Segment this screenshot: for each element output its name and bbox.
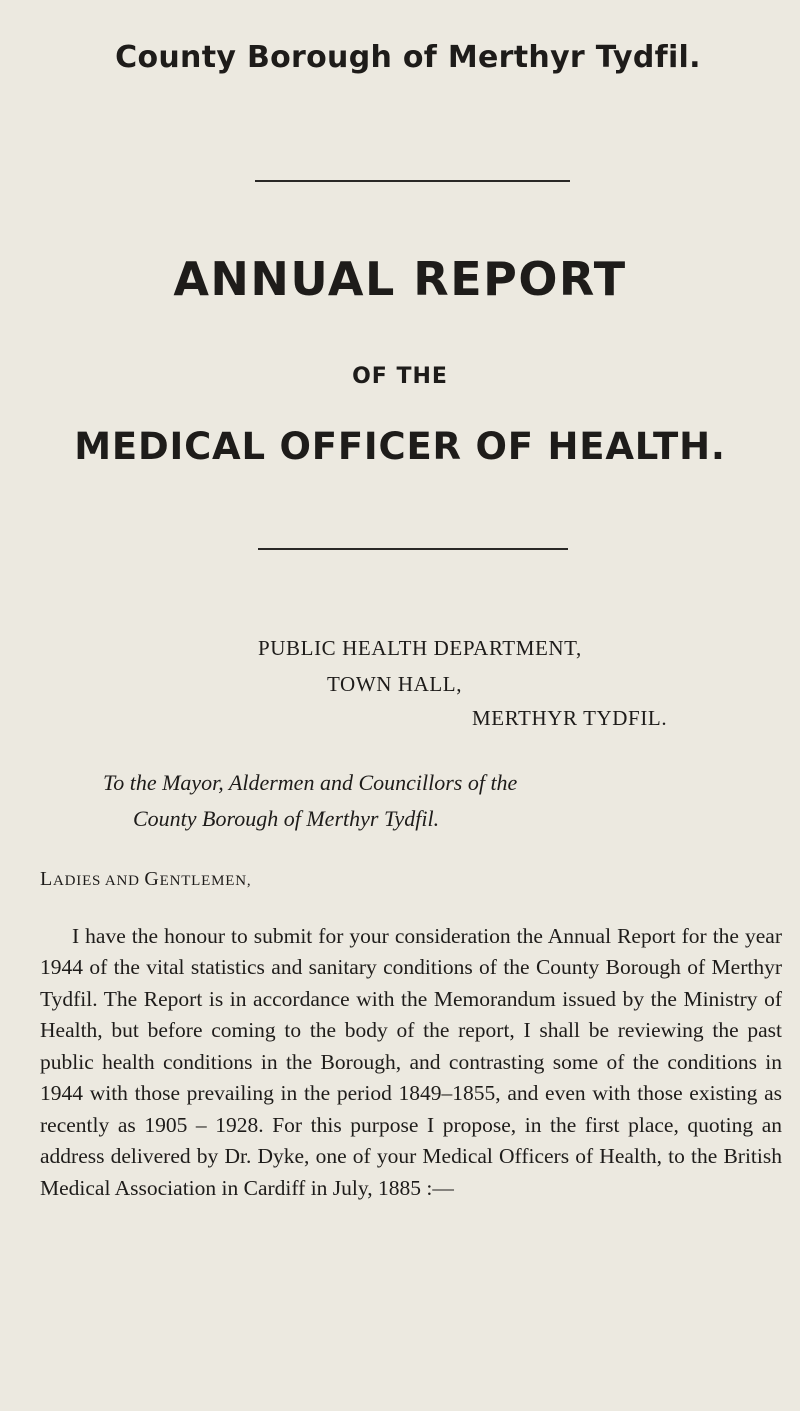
- report-title: ANNUAL REPORT: [173, 252, 627, 306]
- salutation-initial-2: G: [144, 868, 160, 890]
- of-the-line: OF THE: [352, 364, 448, 389]
- salutation-part-2: ENTLEMEN,: [159, 873, 252, 889]
- borough-title: County Borough of Merthyr Tydfil.: [115, 40, 701, 75]
- addressee-line-1: To the Mayor, Aldermen and Councillors of the: [103, 770, 518, 795]
- town-line: MERTHYR TYDFIL.: [472, 706, 668, 730]
- addressee-line-2: County Borough of Merthyr Tydfil.: [133, 806, 440, 831]
- top-divider: [255, 180, 570, 182]
- officer-title: MEDICAL OFFICER OF HEALTH.: [74, 425, 726, 468]
- letter-body: I have the honour to submit for your consideration the Annual Report for the year 1944 of the vital statistics and sanitary conditions of the County Borough of Merthyr Tydfil. The Report is in accordance with the Memorandum issued by the Ministry of Health, but before coming to the body of the report, I shall be reviewing the past public health conditions in the Borough, and contrasting some of the conditions in 1944 with those prevailing in the period 1849–1855, and even with those existing as recently as 1905 – 1928. For this purpose I propose, in the first place, quoting an address delivered by Dr. Dyke, one of your Medical Officers of Health, to the British Medical Association in Cardiff in July, 1885 :—: [40, 923, 782, 1200]
- salutation: [40, 868, 251, 891]
- department-line: PUBLIC HEALTH DEPARTMENT,: [258, 636, 582, 660]
- salutation-part-1: ADIES AND: [53, 873, 145, 889]
- salutation-initial-1: L: [40, 868, 54, 890]
- bottom-divider: [258, 548, 568, 550]
- town-hall-line: TOWN HALL,: [327, 672, 463, 696]
